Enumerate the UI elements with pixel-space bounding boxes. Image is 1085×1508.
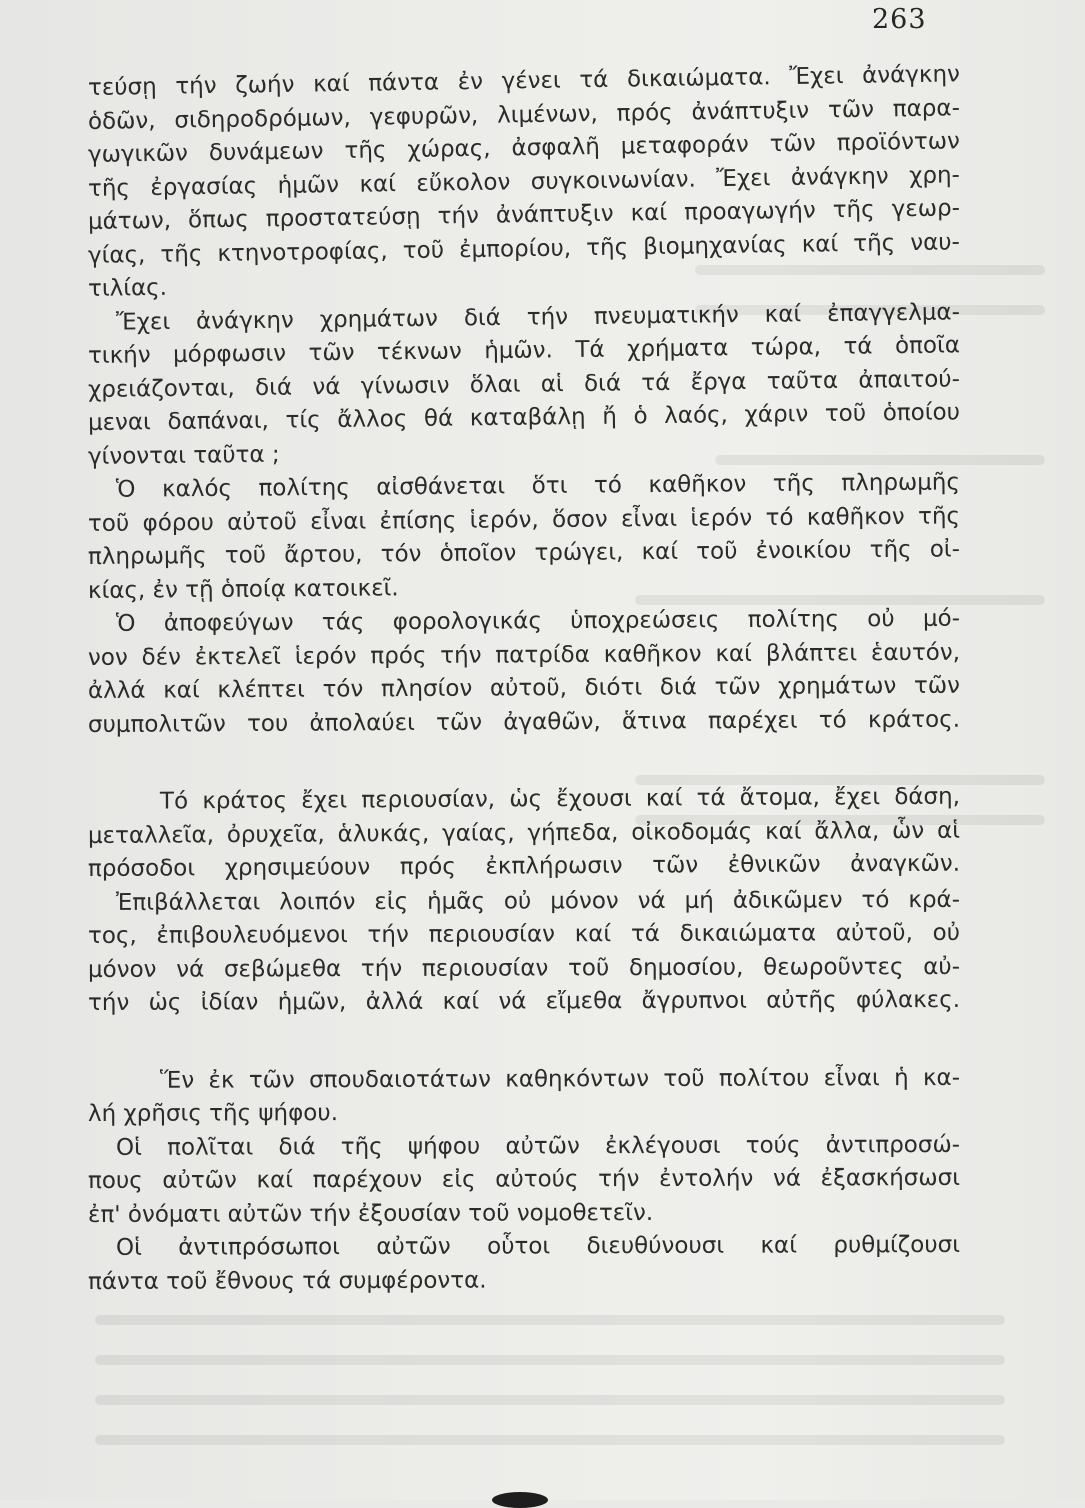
- text-line: πληρωμῆς τοῦ ἄρτου, τόν ὁποῖον τρώγει, καί τοῦ ἐνοικίου τῆς οἰ-: [87, 536, 961, 570]
- text-line: τοῦ φόρου αὐτοῦ εἶναι ἐπίσης ἱερόν, ὅσον εἶναι ἱερόν τό καθῆκον τῆς: [87, 502, 961, 537]
- text-line: ὁδῶν, σιδηροδρόμων, γεφυρῶν, λιμένων, πρός ἀνάπτυξιν τῶν παρα-: [87, 94, 961, 135]
- text-line: ἐπ' ὀνόματι αὐτῶν τήν ἐξουσίαν τοῦ νομοθετεῖν.: [87, 1199, 654, 1228]
- section-gap: [88, 742, 960, 786]
- text-line: Ἔχει ἀνάγκην χρημάτων διά τήν πνευματικήν καί ἐπαγγελμα-: [115, 298, 961, 336]
- text-line: τεύσῃ τήν ζωήν καί πάντα ἐν γένει τά δικαιώματα. Ἔχει ἀνάγκην: [87, 61, 961, 101]
- section-gap: [88, 1021, 960, 1065]
- text-line: μεναι δαπάναι, τίς ἄλλος θά καταβάλῃ ἤ ὁ λαός, χάριν τοῦ ὁποίου: [87, 399, 961, 436]
- paragraph-1: [87, 61, 961, 307]
- text-line: μεταλλεῖα, ὀρυχεῖα, ἁλυκάς, γαίας, γήπεδα, οἰκοδομάς καί ἄλλα, ὧν αἱ: [87, 817, 961, 849]
- text-line: Τό κράτος ἔχει περιουσίαν, ὡς ἔχουσι καί τά ἄτομα, ἔχει δάση,: [159, 783, 961, 815]
- text-line: πους αὐτῶν καί παρέχουν εἰς αὐτούς τήν ἐντολήν νά ἐξασκήσωσι: [87, 1164, 961, 1194]
- text-line: τος, ἐπιβουλευόμενοι τήν περιουσίαν καί τά δικαιώματα αὐτοῦ, οὐ: [87, 919, 961, 949]
- text-line: τικήν μόρφωσιν τῶν τέκνων ἡμῶν. Τά χρήματα τώρα, τά ὁποῖα: [87, 332, 961, 369]
- paragraph-8: [88, 1132, 960, 1233]
- text-line: χρειάζονται, διά νά γίνωσιν ὅλαι αἱ διά τά ἔργα ταῦτα ἀπαιτού-: [87, 365, 961, 403]
- text-line: πρόσοδοι χρησιμεύουν πρός ἐκπλήρωσιν τῶν ἐθνικῶν ἀναγκῶν.: [87, 850, 961, 882]
- text-line: λή χρῆσις τῆς ψήφου.: [87, 1100, 339, 1127]
- paragraph-5: [87, 783, 961, 887]
- paragraph-6: [88, 887, 960, 1021]
- page-body-text: [87, 61, 961, 1299]
- text-line: Ὁ ἀποφεύγων τάς φορολογικάς ὑποχρεώσεις πολίτης οὐ μό-: [115, 605, 961, 637]
- text-line: Ἕν ἐκ τῶν σπουδαιοτάτων καθηκόντων τοῦ πολίτου εἶναι ἡ κα-: [159, 1064, 961, 1094]
- text-line: γίας, τῆς κτηνοτροφίας, τοῦ ἐμπορίου, τῆς βιομηχανίας καί τῆς ναυ-: [87, 228, 961, 269]
- text-line: Ἐπιβάλλεται λοιπόν εἰς ἡμᾶς οὐ μόνον νά μή ἀδικῶμεν τό κρά-: [115, 886, 961, 916]
- paragraph-4: [87, 605, 961, 742]
- text-line: πάντα τοῦ ἔθνους τά συμφέροντα.: [87, 1267, 487, 1295]
- paragraph-2: [87, 298, 961, 475]
- text-line: κίας, ἐν τῇ ὁποίᾳ κατοικεῖ.: [87, 574, 399, 604]
- text-line: ἀλλά καί κλέπτει τόν πλησίον αὐτοῦ, διότι διά τῶν χρημάτων τῶν: [87, 672, 961, 704]
- text-line: γωγικῶν δυνάμεων τῆς χώρας, ἀσφαλῆ μεταφοράν τῶν προϊόντων: [87, 128, 961, 168]
- text-line: νον δέν ἐκτελεῖ ἱερόν πρός τήν πατρίδα καθῆκον καί βλάπτει ἑαυτόν,: [87, 639, 961, 671]
- text-line: Οἱ ἀντιπρόσωποι αὐτῶν οὗτοι διευθύνουσι καί ρυθμίζουσι: [115, 1231, 961, 1261]
- text-line: Οἱ πολῖται διά τῆς ψήφου αὐτῶν ἐκλέγουσι τούς ἀντιπροσώ-: [115, 1131, 961, 1161]
- binding-edge-mark: [492, 1492, 548, 1508]
- text-line: μάτων, ὅπως προστατεύσῃ τήν ἀνάπτυξιν καί προαγωγήν τῆς γεωρ-: [87, 195, 961, 235]
- text-line: γίνονται ταῦτα ;: [87, 441, 280, 470]
- page-number: 263: [872, 4, 927, 35]
- paragraph-3: [87, 469, 961, 608]
- text-line: Ὁ καλός πολίτης αἰσθάνεται ὅτι τό καθῆκον τῆς πληρωμῆς: [115, 469, 961, 503]
- text-line: τήν ὡς ἰδίαν ἡμῶν, ἀλλά καί νά εἴμεθα ἄγρυπνοι αὐτῆς φύλακες.: [87, 986, 961, 1016]
- text-line: μόνον νά σεβώμεθα τήν περιουσίαν τοῦ δημοσίου, θεωροῦντες αὐ-: [87, 953, 961, 983]
- text-line: συμπολιτῶν του ἀπολαύει τῶν ἀγαθῶν, ἅτινα παρέχει τό κράτος.: [87, 706, 961, 738]
- text-line: τῆς ἐργασίας ἡμῶν καί εὔκολον συγκοινωνίαν. Ἔχει ἀνάγκην χρη-: [87, 161, 961, 202]
- paragraph-7: [88, 1065, 960, 1132]
- paragraph-9: [88, 1232, 960, 1299]
- text-line: τιλίας.: [87, 274, 168, 302]
